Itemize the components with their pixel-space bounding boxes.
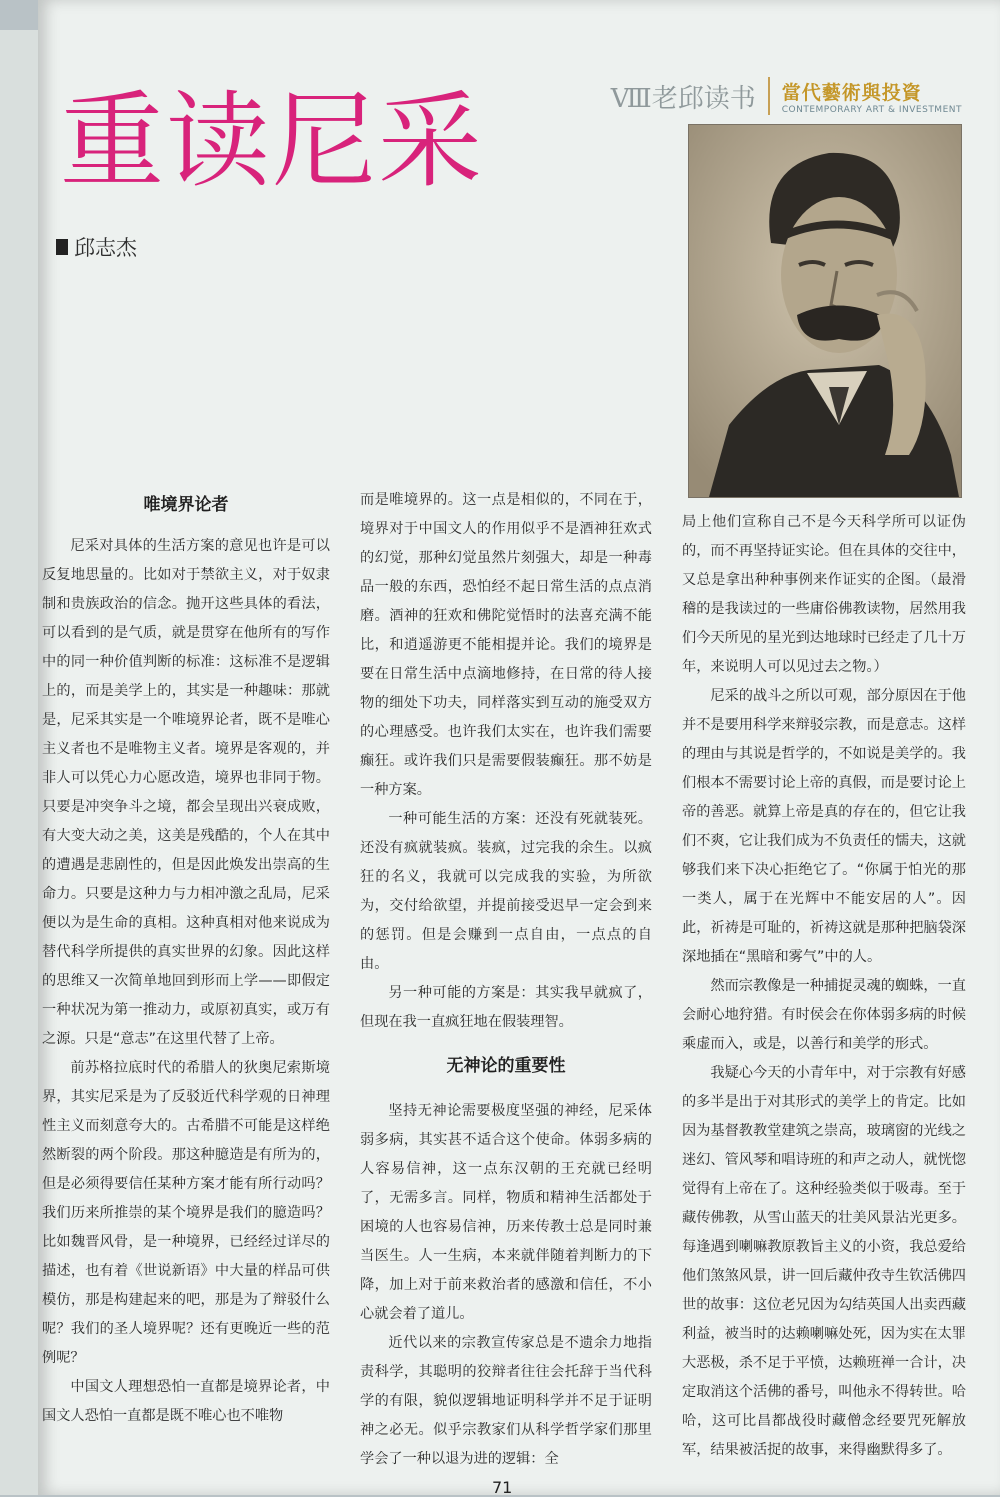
header-divider	[768, 77, 770, 115]
paragraph: 坚持无神论需要极度坚强的神经，尼采体弱多病，其实甚不适合这个使命。体弱多病的人容易信神，这一点东汉朝的王充就已经明了，无需多言。同样，物质和精神生活都处于困境的人也容易信神，历来传教士总是同时兼当医生。人一生病，本来就伴随着判断力的下降，加上对于前来救治者的感激和信任，不小心就会着了道儿。	[360, 1103, 652, 1322]
paragraph: 尼采对具体的生活方案的意见也许是可以反复地思量的。比如对于禁欲主义，对于奴隶制和贵族政治的信念。抛开这些具体的看法，可以看到的是气质，就是贯穿在他所有的写作中的同一种价值判断的标准：这标准不是逻辑上的，而是美学上的，其实是一种趣味：那就是，尼采其实是一个唯境界论者，既不是唯心主义者也不是唯物主义者。境界是客观的，并非人可以凭心力心愿改造，境界也非同于物。只要是冲突争斗之境，都会呈现出兴衰成败，有大变大动之美，这美是残酷的，个人在其中的遭遇是悲剧性的，但是因此焕发出崇高的生命力。只要是这种力与力相冲激之乱局，尼采便以为是生命的真相。这种真相对他来说成为替代科学所提供的真实世界的幻象。因此这样的思维又一次简单地回到形而上学——即假定一种状况为第一推动力，或原初真实，或万有之源。只是“意志”在这里代替了上帝。	[42, 538, 330, 1047]
magazine-name-cn: 當代藝術與投資	[781, 81, 922, 104]
author-marker-icon	[56, 239, 68, 255]
text-column-2	[360, 486, 652, 1474]
paragraph: 局上他们宣称自己不是今天科学所可以证伪的，而不再坚持证实论。但在具体的交往中，又总是拿出种种事例来作证实的企图。（最滑稽的是我读过的一些庸俗佛教读物，居然用我们今天所见的星光到达地球时已经走了几十万年，来说明人可以见过去之物。）	[682, 514, 966, 675]
text-column-1	[42, 490, 330, 1431]
paragraph: 一种可能生活的方案：还没有死就装死。还没有疯就装疯。装疯，过完我的余生。以疯狂的名义，我就可以完成我的实验，为所欲为，交付给欲望，并提前接受迟早一定会到来的惩罚。但是会赚到一点自由，一点点的自由。	[360, 811, 652, 972]
portrait-photo	[688, 124, 962, 498]
article-title: 重读尼采	[60, 80, 485, 202]
author-name: 邱志杰	[74, 236, 137, 260]
author-line	[56, 232, 137, 262]
paragraph: 另一种可能的方案是：其实我早就疯了，但现在我一直疯狂地在假装理智。	[360, 985, 652, 1030]
section-heading-2: 无神论的重要性	[446, 1056, 566, 1076]
paragraph: 尼采的战斗之所以可观，部分原因在于他并不是要用科学来辩驳宗教，而是意志。这样的理由与其说是哲学的，不如说是美学的。我们根本不需要讨论上帝的真假，而是要讨论上帝的善恶。就算上帝是真的存在的，但它让我们不爽，它让我们成为不负责任的懦夫，这就够我们来下决心拒绝它了。“你属于怕光的那一类人，属于在光辉中不能安居的人”。因此，祈祷是可耻的，祈祷这就是那种把脑袋深深地插在“黑暗和雾气”中的人。	[682, 688, 966, 965]
paragraph: 中国文人理想恐怕一直都是境界论者，中国文人恐怕一直都是既不唯心也不唯物	[42, 1379, 330, 1424]
page-header	[611, 72, 962, 120]
magazine-name-en: CONTEMPORARY ART & INVESTMENT	[781, 104, 962, 115]
paragraph: 近代以来的宗教宣传家总是不遗余力地指责科学，其聪明的狡辩者往往会托辞于当代科学的有限，貌似逻辑地证明科学并不足于证明神之必无。似乎宗教家们从科学哲学家们那里学会了一种以退为进的逻辑：全	[360, 1335, 652, 1467]
paragraph: 前苏格拉底时代的希腊人的狄奥尼索斯境界，其实尼采是为了反驳近代科学观的日神理性主义而刻意夸大的。古希腊不可能是这样绝然断裂的两个阶段。那这种臆造是有所为的，但是必须得要信任某种方案才能有所行动吗？我们历来所推崇的某个境界是我们的臆造吗？比如魏晋风骨，是一种境界，已经经过详尽的描述，也有着《世说新语》中大量的样品可供模仿，那是构建起来的吧，那是为了辩驳什么呢？我们的圣人境界呢？还有更晚近一些的范例呢？	[42, 1060, 330, 1366]
magazine-logo	[782, 78, 962, 115]
previous-page-edge	[0, 30, 39, 1495]
portrait-illustration	[689, 125, 961, 497]
series-label: Ⅷ老邱读书	[610, 83, 756, 114]
section-heading-1: 唯境界论者	[143, 495, 229, 515]
paragraph: 然而宗教像是一种捕捉灵魂的蜘蛛，一直会耐心地狩猎。有时侯会在你体弱多病的时候乘虚而入，或是，以善行和美学的形式。	[682, 978, 966, 1052]
paragraph: 我疑心今天的小青年中，对于宗教有好感的多半是出于对其形式的美学上的肯定。比如因为基督教教堂建筑之崇高，玻璃窗的光线之迷幻、管风琴和唱诗班的和声之动人，就恍惚觉得有上帝在了。这种经验类似于吸毒。至于藏传佛教，从雪山蓝天的壮美风景沾光更多。每逢遇到喇嘛教原教旨主义的小资，我总爱给他们煞煞风景，讲一回后藏仲孜寺生钦活佛四世的故事：这位老兄因为勾结英国人出卖西藏利益，被当时的达赖喇嘛处死，因为实在太罪大恶极，杀不足于平愤，达赖班禅一合计，决定取消这个活佛的番号，叫他永不得转世。哈哈，这可比昌都战役时藏僧念经要咒死解放军，结果被活捉的故事，来得幽默得多了。	[682, 1065, 966, 1458]
text-column-3	[682, 508, 966, 1465]
paragraph: 而是唯境界的。这一点是相似的，不同在于，境界对于中国文人的作用似乎不是酒神狂欢式的幻觉，那种幻觉虽然片刻强大，却是一种毒品一般的东西，恐怕经不起日常生活的点点消磨。酒神的狂欢和佛陀觉悟时的法喜充满不能比，和逍遥游更不能相提并论。我们的境界是要在日常生活中点滴地修持，在日常的待人接物的细处下功夫，同样落实到互动的施受双方的心理感受。也许我们太实在，也许我们需要癫狂。或许我们只是需要假装癫狂。那不妨是一种方案。	[360, 492, 652, 798]
page-number: 71	[492, 1478, 513, 1497]
